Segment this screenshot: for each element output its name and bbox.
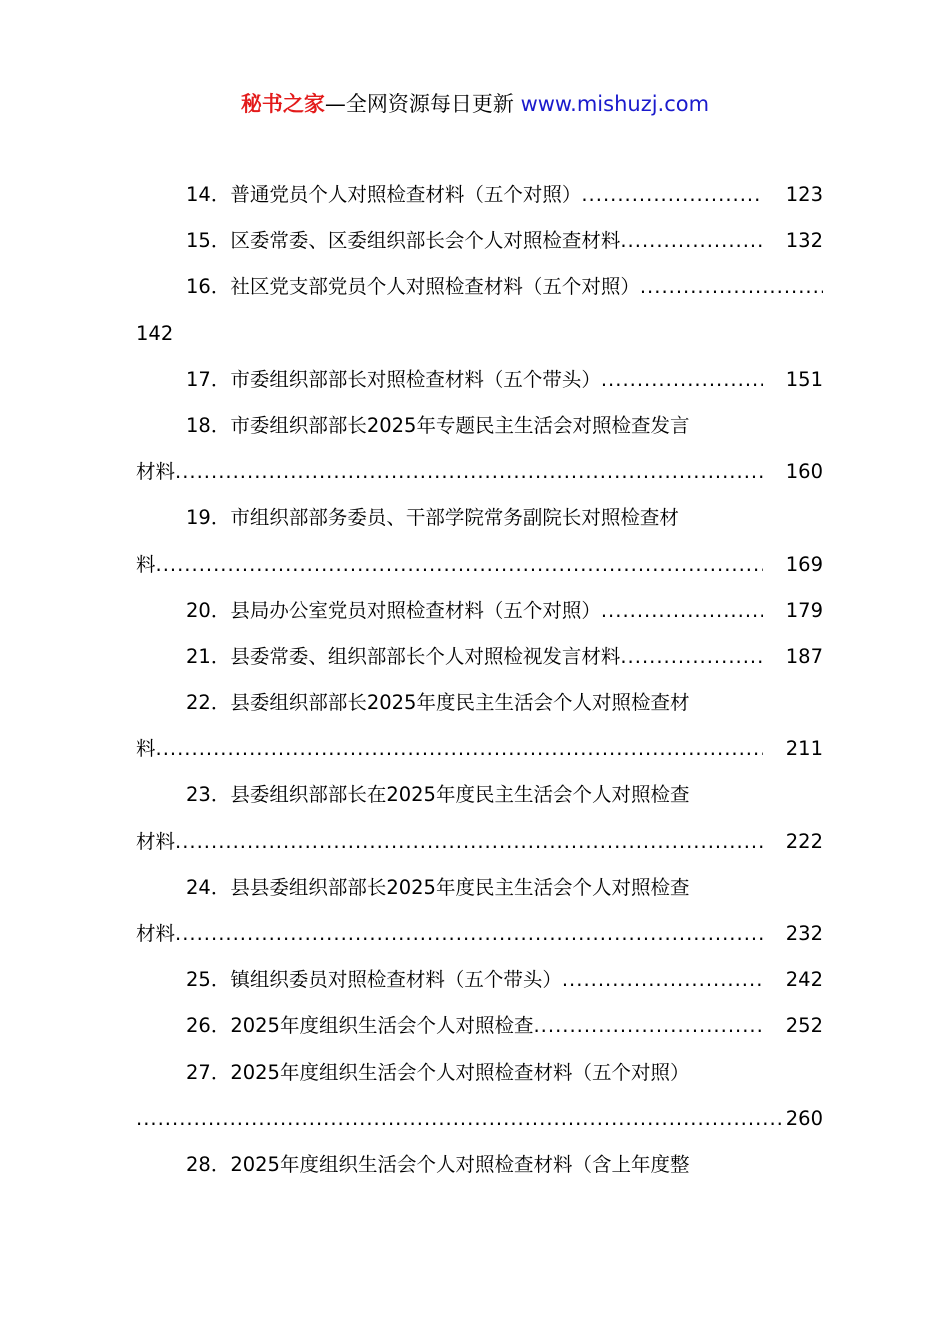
dot-leader xyxy=(136,1096,786,1142)
toc-entry-number: 27． xyxy=(186,1060,231,1084)
toc-entry-number: 15． xyxy=(186,229,231,253)
toc-entry-18[interactable] xyxy=(136,403,823,495)
toc-entry-22[interactable] xyxy=(136,680,823,772)
toc-entry-page: 242 xyxy=(785,968,823,992)
dot-leader xyxy=(640,264,823,310)
toc-entry-page: 232 xyxy=(785,922,823,945)
toc-entry-number: 24． xyxy=(186,875,231,899)
site-url-link[interactable]: www.mishuzj.com xyxy=(520,92,710,116)
toc-entry-16[interactable] xyxy=(136,264,823,356)
toc-entry-title: 区委常委、区委组织部长会个人对照检查材料 xyxy=(230,229,621,253)
dot-leader xyxy=(562,957,763,1003)
toc-entry-number: 20． xyxy=(186,598,231,622)
toc-entry-title-cont: 材料 xyxy=(136,829,176,853)
toc-entry-17[interactable] xyxy=(136,357,823,403)
toc-entry-page: 160 xyxy=(785,460,823,484)
dot-leader xyxy=(156,726,763,772)
brand-name: 秘书之家 xyxy=(240,92,325,116)
toc-entry-title: 县局办公室党员对照检查材料（五个对照） xyxy=(230,598,601,622)
toc-entry-number: 18． xyxy=(186,413,231,437)
toc-entry-title: 普通党员个人对照检查材料（五个对照） xyxy=(230,183,582,206)
toc-entry-page: 142 xyxy=(136,321,174,345)
toc-entry-21[interactable] xyxy=(136,634,823,680)
toc-entry-number: 19． xyxy=(186,506,231,530)
toc-entry-20[interactable] xyxy=(136,588,823,634)
dot-leader xyxy=(533,1003,763,1049)
toc-entry-title: 县委常委、组织部部长个人对照检视发言材料 xyxy=(230,644,621,668)
toc-entry-number: 23． xyxy=(186,783,231,807)
toc-entry-number: 21． xyxy=(186,644,231,668)
toc-entry-title: 2025年度组织生活会个人对照检查材料（含上年度整 xyxy=(230,1152,690,1176)
toc-entry-page: 151 xyxy=(785,367,823,391)
toc-entry-page: 222 xyxy=(785,829,823,853)
toc-entry-title: 县县委组织部部长2025年度民主生活会个人对照检查 xyxy=(230,875,690,899)
toc-entry-title-cont: 料 xyxy=(136,737,156,761)
dot-leader xyxy=(620,634,763,680)
toc-entry-24[interactable] xyxy=(136,865,823,957)
dot-leader xyxy=(601,357,763,403)
dot-leader xyxy=(601,588,763,634)
toc-entry-15[interactable] xyxy=(136,218,823,264)
toc-entry-number: 16． xyxy=(186,275,231,299)
toc-entry-page: 123 xyxy=(785,183,823,206)
toc-entry-title: 2025年度组织生活会个人对照检查 xyxy=(230,1014,534,1038)
header-tagline: —全网资源每日更新 xyxy=(324,92,521,116)
table-of-contents xyxy=(136,172,823,1188)
toc-entry-page: 132 xyxy=(785,229,823,253)
toc-entry-26[interactable] xyxy=(136,1003,823,1049)
dot-leader xyxy=(175,449,763,495)
toc-entry-27[interactable] xyxy=(136,1050,823,1142)
toc-entry-page: 179 xyxy=(785,598,823,622)
toc-entry-title-cont: 材料 xyxy=(136,922,176,945)
toc-entry-title: 县委组织部部长在2025年度民主生活会个人对照检查 xyxy=(230,783,690,807)
toc-entry-number: 17． xyxy=(186,367,231,391)
toc-entry-number: 14． xyxy=(186,183,231,206)
toc-entry-25[interactable] xyxy=(136,957,823,1003)
toc-entry-23[interactable] xyxy=(136,772,823,864)
toc-entry-title: 社区党支部党员个人对照检查材料（五个对照） xyxy=(230,275,640,299)
toc-entry-page: 211 xyxy=(785,737,823,761)
toc-entry-title: 镇组织委员对照检查材料（五个带头） xyxy=(230,968,562,992)
toc-entry-title: 2025年度组织生活会个人对照检查材料（五个对照） xyxy=(230,1060,690,1084)
dot-leader xyxy=(156,542,763,588)
toc-entry-28[interactable] xyxy=(136,1142,823,1188)
toc-entry-number: 25． xyxy=(186,968,231,992)
toc-entry-title: 市委组织部部长对照检查材料（五个带头） xyxy=(230,367,601,391)
toc-entry-number: 26． xyxy=(186,1014,231,1038)
toc-entry-page: 252 xyxy=(785,1014,823,1038)
toc-entry-14[interactable] xyxy=(136,172,823,218)
dot-leader xyxy=(620,218,763,264)
toc-entry-title: 市委组织部部长2025年专题民主生活会对照检查发言 xyxy=(230,413,690,437)
toc-entry-number: 28． xyxy=(186,1152,231,1176)
toc-entry-title-cont: 料 xyxy=(136,552,156,576)
toc-entry-number: 22． xyxy=(186,691,231,715)
toc-entry-page: 260 xyxy=(785,1106,823,1130)
toc-entry-page: 187 xyxy=(785,644,823,668)
dot-leader xyxy=(175,911,763,957)
toc-entry-title: 市组织部部务委员、干部学院常务副院长对照检查材 xyxy=(230,506,679,530)
dot-leader xyxy=(175,819,763,865)
toc-entry-title-cont: 材料 xyxy=(136,460,176,484)
toc-entry-page: 169 xyxy=(785,552,823,576)
toc-entry-19[interactable] xyxy=(136,495,823,587)
page-header xyxy=(0,88,950,120)
toc-entry-title: 县委组织部部长2025年度民主生活会个人对照检查材 xyxy=(230,691,690,715)
dot-leader xyxy=(581,172,763,218)
